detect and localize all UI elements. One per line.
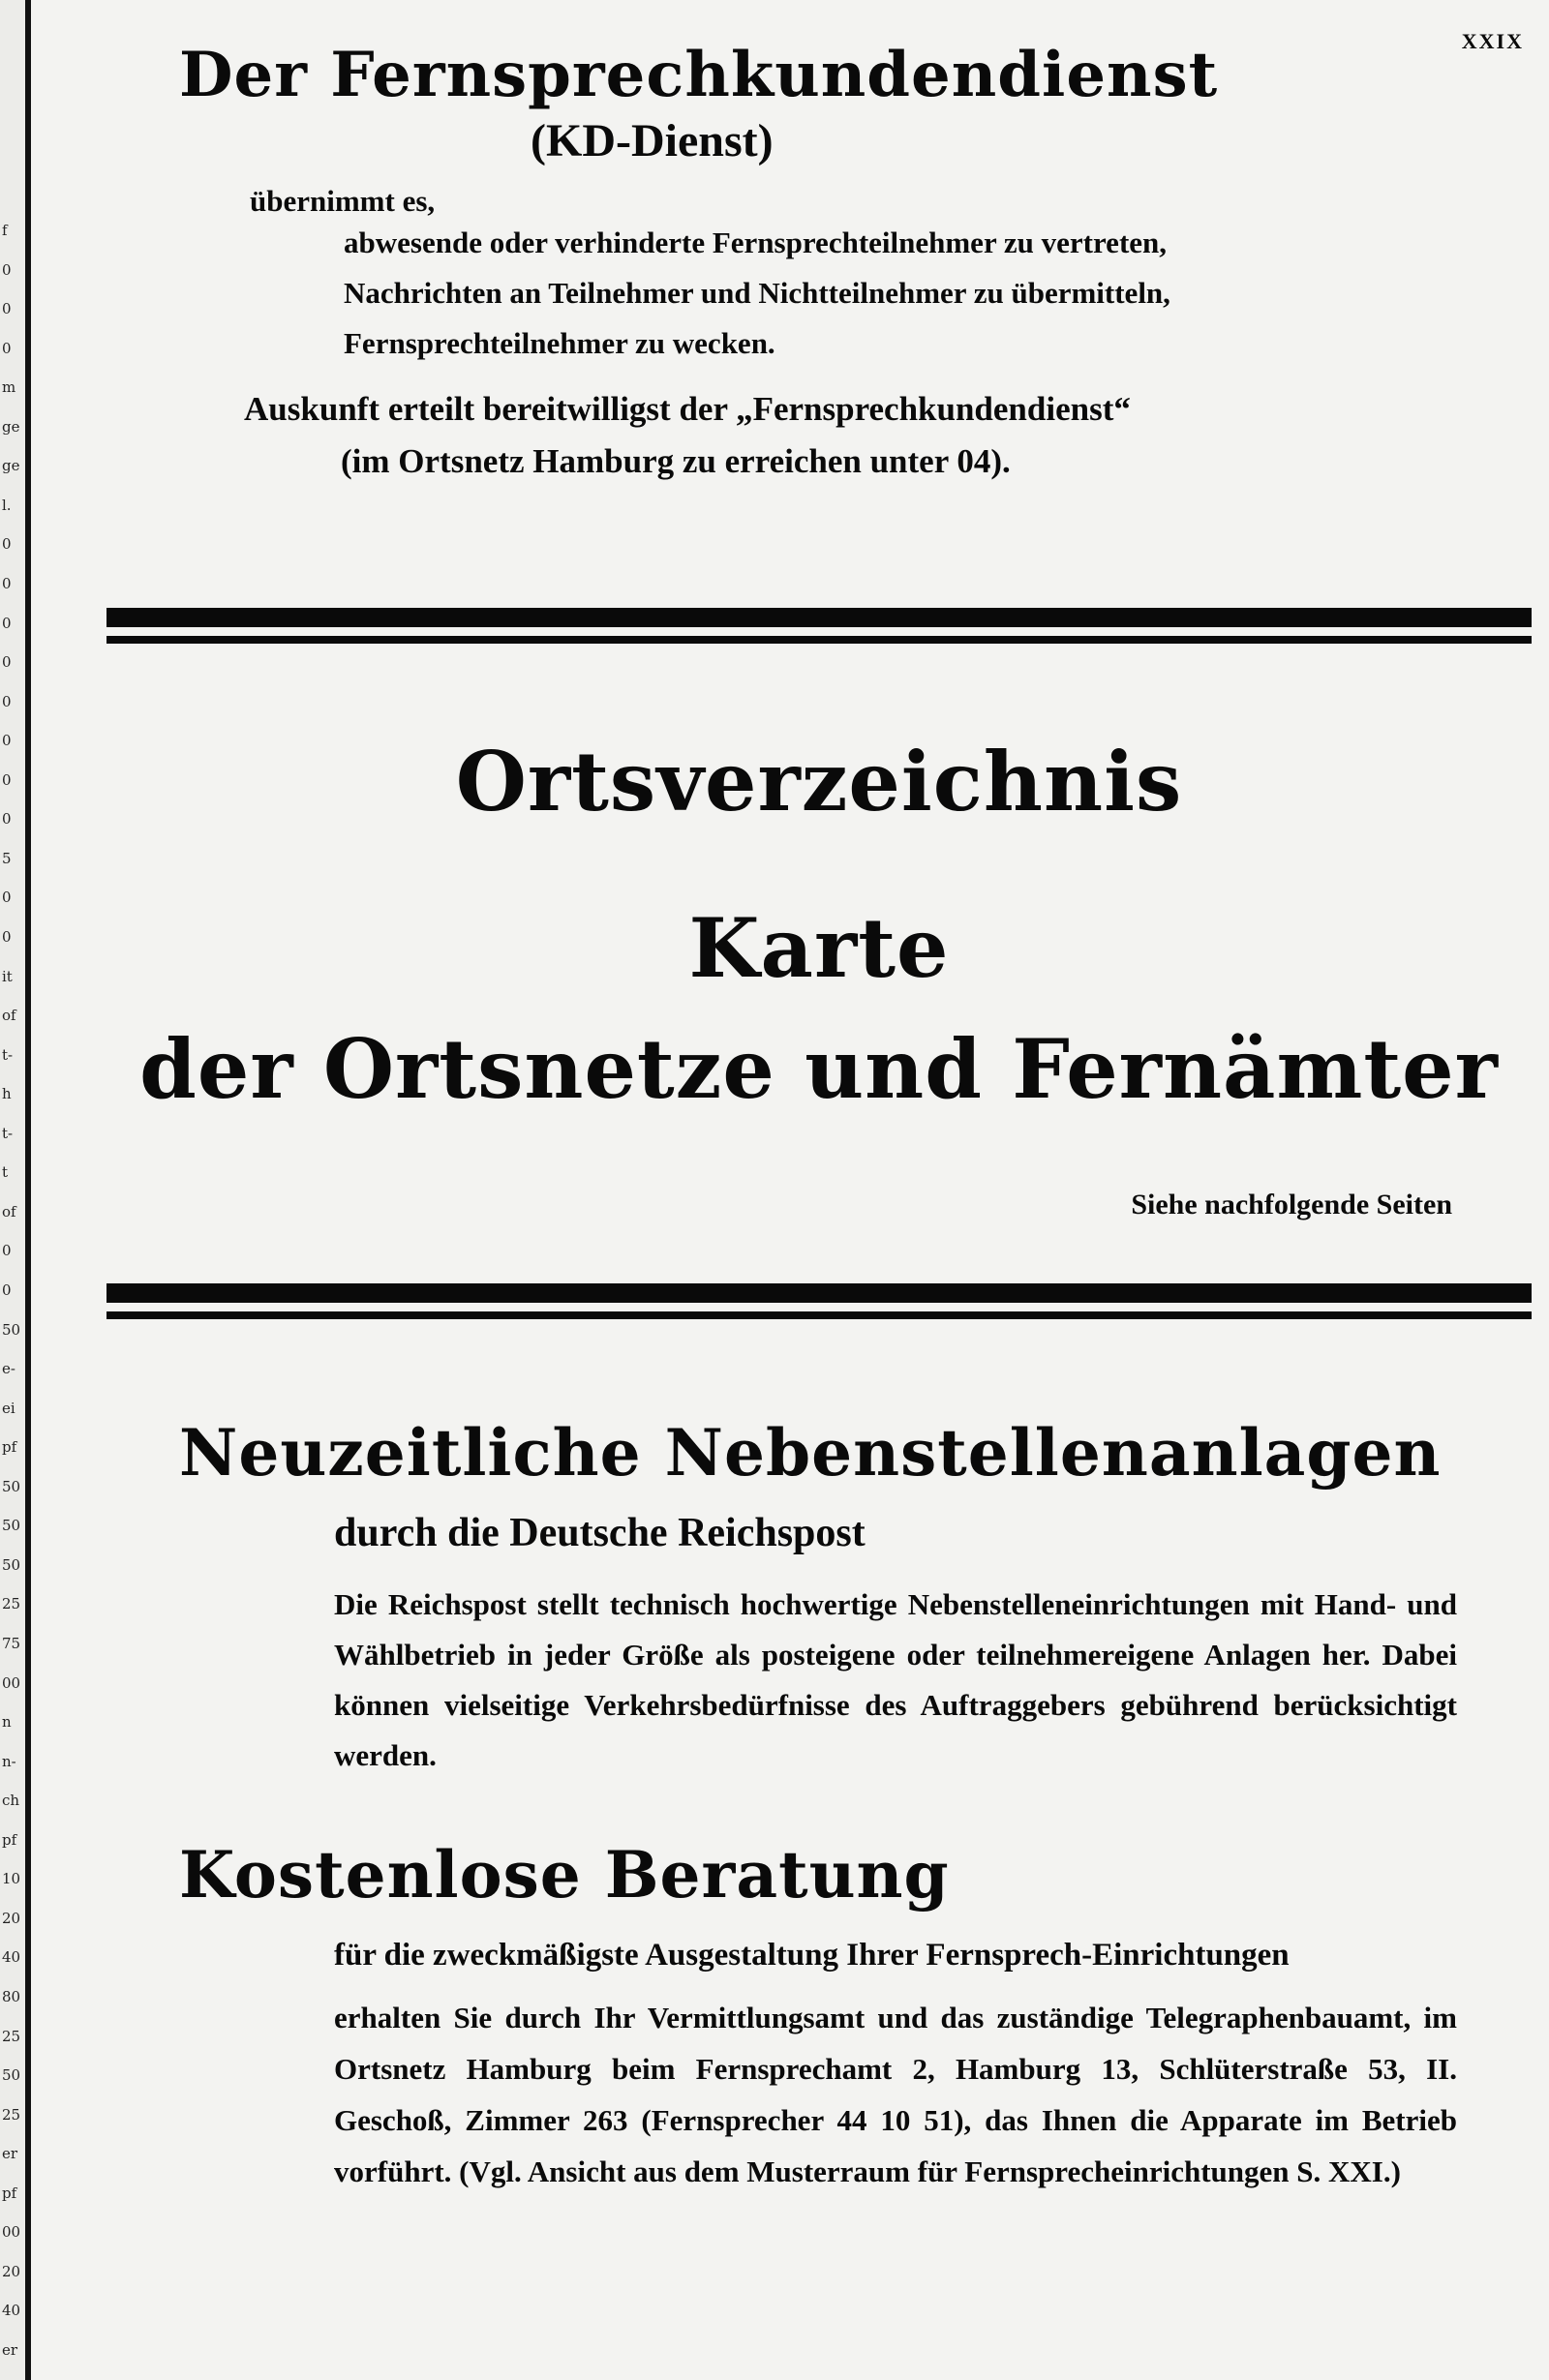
directory-note: Siehe nachfolgende Seiten (1131, 1189, 1452, 1220)
margin-fragment: it (2, 968, 13, 985)
margin-fragment: ch (2, 1792, 20, 1809)
page-number: XXIX (1461, 29, 1524, 53)
directory-subtitle: Karte (688, 900, 950, 996)
margin-fragment: 00 (2, 2223, 21, 2241)
section-divider (106, 608, 1532, 644)
kd-info-line: (im Ortsnetz Hamburg zu erreichen unter 04). (341, 442, 1011, 480)
directory-subtitle: der Ortsnetze und Fernämter (139, 1021, 1499, 1117)
margin-fragment: er (2, 2341, 18, 2359)
directory-title: Ortsverzeichnis (455, 734, 1183, 829)
margin-fragment: pf (2, 1438, 17, 1456)
margin-fragment: 0 (2, 261, 12, 279)
beratung-title: Kostenlose Beratung (179, 1837, 950, 1913)
nebenstellen-paragraph: Die Reichspost stellt technisch hochwertige Nebenstelleneinrichtungen mit Hand- und Wählbetrieb in jeder Größe als posteigene oder teilnehmereigene Anlagen her. Dabei können vielseitige Verkehrsbedürfnisse des Auftraggebers gebührend berücksichtigt werden. (334, 1587, 1457, 1772)
list-item: Nachrichten an Teilnehmer und Nichtteilnehmer zu übermitteln, (344, 276, 1170, 310)
margin-fragment: pf (2, 1831, 17, 1849)
margin-fragment: 20 (2, 1910, 21, 1927)
margin-fragment: 50 (2, 1517, 21, 1534)
nebenstellen-subtitle: durch die Deutsche Reichspost (334, 1511, 866, 1555)
margin-fragment: t- (2, 1125, 14, 1142)
nebenstellen-title: Neuzeitliche Nebenstellenanlagen (179, 1415, 1442, 1491)
margin-fragment: er (2, 2145, 18, 2162)
margin-fragment: 0 (2, 928, 12, 946)
margin-fragment: 50 (2, 1556, 21, 1574)
margin-fragment: 50 (2, 2066, 21, 2084)
margin-fragment: ge (2, 418, 20, 436)
margin-fragment: 20 (2, 2263, 21, 2280)
margin-fragment: 25 (2, 2106, 21, 2124)
margin-fragment: 40 (2, 1948, 21, 1966)
margin-fragment: 0 (2, 1281, 12, 1299)
margin-fragment: 0 (2, 300, 12, 317)
margin-fragment: 0 (2, 615, 12, 632)
beratung-subtitle: für die zweckmäßigste Ausgestaltung Ihrer Fernsprech-Einrichtungen (334, 1938, 1290, 1973)
margin-fragment: of (2, 1203, 16, 1220)
margin-fragment: 0 (2, 889, 12, 906)
margin-fragment: 50 (2, 1321, 21, 1339)
margin-fragment: 0 (2, 535, 12, 553)
margin-fragment: pf (2, 2184, 17, 2202)
margin-fragment: 0 (2, 693, 12, 710)
list-item: abwesende oder verhinderte Fernsprechteilnehmer zu vertreten, (344, 226, 1168, 259)
kd-service-list (344, 218, 1170, 369)
kd-section-subtitle: (KD-Dienst) (531, 115, 774, 166)
kd-section-title: Der Fernsprechkundendienst (179, 39, 1219, 111)
margin-fragment: 0 (2, 1242, 12, 1259)
margin-fragment: 5 (2, 850, 12, 867)
margin-fragment: l. (2, 497, 12, 514)
kd-intro-text: übernimmt es, (250, 184, 436, 218)
margin-fragment: n- (2, 1753, 16, 1770)
margin-fragment: 80 (2, 1988, 21, 2005)
margin-fragment: 50 (2, 1478, 21, 1495)
margin-fragment: t (2, 1163, 9, 1181)
kd-info-line: Auskunft erteilt bereitwilligst der „Fernsprechkundendienst“ (244, 390, 1131, 428)
margin-fragment: ei (2, 1400, 15, 1417)
margin-fragment: 10 (2, 1870, 21, 1887)
margin-fragment: 25 (2, 2028, 21, 2045)
section-divider (106, 1283, 1532, 1319)
margin-fragment: 00 (2, 1674, 21, 1692)
margin-fragment: 40 (2, 2302, 21, 2319)
margin-fragment: 0 (2, 732, 12, 749)
margin-fragment: n (2, 1713, 12, 1731)
margin-fragment: 75 (2, 1635, 21, 1652)
margin-fragment: ge (2, 457, 20, 474)
margin-fragment: h (2, 1085, 12, 1102)
margin-fragment: 0 (2, 340, 12, 357)
adjacent-page-edge (0, 0, 31, 2380)
margin-fragment: 25 (2, 1595, 21, 1612)
margin-fragment: 0 (2, 810, 12, 828)
margin-fragment: f (2, 222, 8, 239)
margin-fragment: t- (2, 1046, 14, 1064)
margin-fragment: 0 (2, 653, 12, 671)
margin-fragment: 0 (2, 575, 12, 592)
list-item: Fernsprechteilnehmer zu wecken. (344, 326, 775, 360)
beratung-paragraph: erhalten Sie durch Ihr Vermittlungsamt und das zuständige Telegraphenbauamt, im Ortsnetz Hamburg beim Fernsprechamt 2, Hamburg 13, Schlüterstraße 53, II. Geschoß, Zimmer 263 (Fernsprecher 44 10 51), das Ihnen die Apparate im Betrieb vorführt. (Vgl. Ansicht aus dem Musterraum für Fernsprecheinrichtungen S. XXI.) (334, 2001, 1457, 2188)
margin-fragment: 0 (2, 771, 12, 789)
margin-fragment: m (2, 378, 16, 396)
margin-fragment: e- (2, 1360, 15, 1377)
margin-fragment: of (2, 1007, 16, 1024)
